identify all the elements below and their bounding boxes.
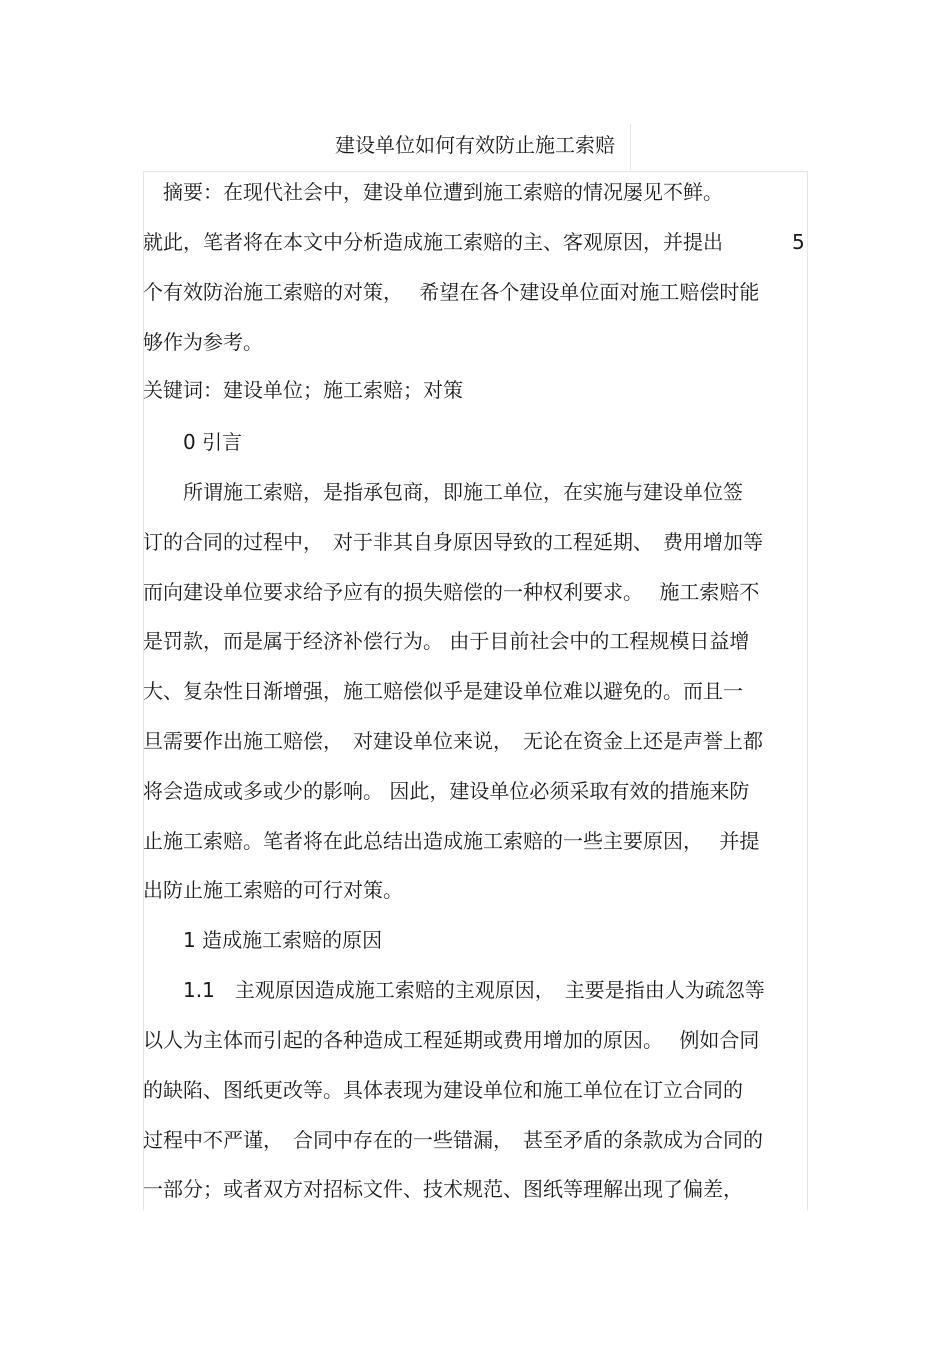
text-line-19: 的缺陷、图纸更改等。具体表现为建设单位和施工单位在订立合同的 — [143, 1078, 743, 1102]
frame-top-border — [143, 171, 808, 172]
document-title: 建设单位如何有效防止施工索赔 — [335, 133, 615, 157]
keywords-line: 关键词：建设单位；施工索赔；对策 — [143, 378, 463, 402]
side-number: 5 — [792, 230, 805, 254]
text-line-17: 1.1 主观原因造成施工索赔的主观原因， 主要是指由人为疏忽等 — [143, 978, 765, 1002]
section-heading-intro: 0 引言 — [143, 430, 243, 454]
text-line-18: 以人为主体而引起的各种造成工程延期或费用增加的原因。 例如合同 — [143, 1028, 760, 1052]
frame-right-border — [807, 171, 808, 1211]
text-line-14: 止施工索赔。笔者将在此总结出造成施工索赔的一些主要原因， 并提 — [143, 829, 760, 853]
text-line-3: 个有效防治施工索赔的对策， 希望在各个建设单位面对施工赔偿时能 — [143, 280, 760, 304]
text-line-12: 旦需要作出施工赔偿， 对建设单位来说， 无论在资金上还是声誉上都 — [143, 729, 763, 753]
text-line-8: 订的合同的过程中， 对于非其自身原因导致的工程延期、 费用增加等 — [143, 530, 763, 554]
text-line-1: 摘要：在现代社会中，建设单位遭到施工索赔的情况屡见不鲜。 — [143, 180, 723, 204]
text-line-15: 出防止施工索赔的可行对策。 — [143, 878, 403, 902]
text-line-11: 大、复杂性日渐增强，施工赔偿似乎是建设单位难以避免的。而且一 — [143, 679, 743, 703]
text-line-2: 就此，笔者将在本文中分析造成施工索赔的主、客观原因，并提出 — [143, 230, 723, 254]
text-line-13: 将会造成或多或少的影响。 因此，建设单位必须采取有效的措施来防 — [143, 779, 750, 803]
section-heading-causes: 1 造成施工索赔的原因 — [143, 928, 383, 952]
text-line-21: 一部分；或者双方对招标文件、技术规范、图纸等理解出现了偏差， — [143, 1177, 743, 1201]
text-line-4: 够作为参考。 — [143, 330, 263, 354]
text-line-20: 过程中不严谨， 合同中存在的一些错漏， 甚至矛盾的条款成为合同的 — [143, 1128, 763, 1152]
text-line-10: 是罚款，而是属于经济补偿行为。 由于目前社会中的工程规模日益增 — [143, 629, 750, 653]
text-line-7: 所谓施工索赔，是指承包商，即施工单位，在实施与建设单位签 — [143, 480, 743, 504]
text-line-9: 而向建设单位要求给予应有的损失赔偿的一种权利要求。 施工索赔不 — [143, 580, 760, 604]
